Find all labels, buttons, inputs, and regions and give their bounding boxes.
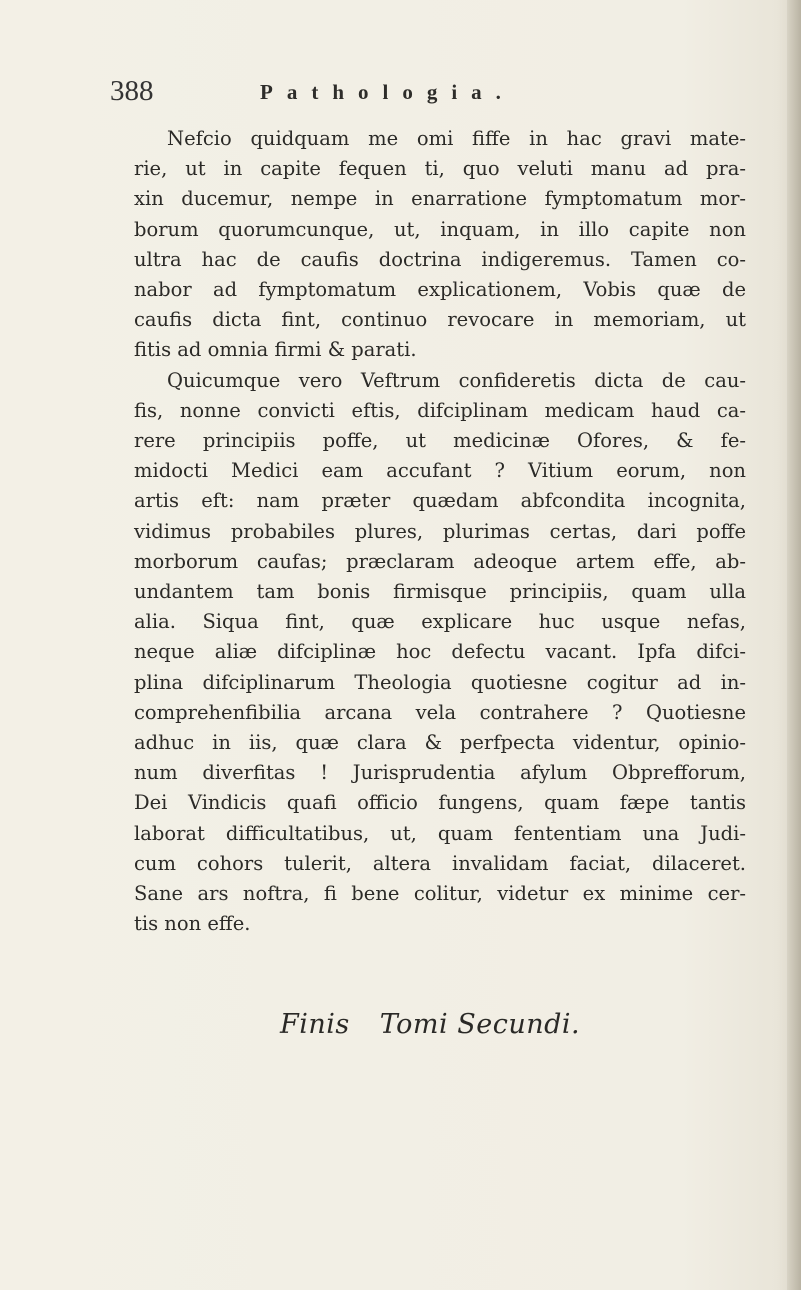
text-line: Nefcio quidquam me omi fiffe in hac gravi mate- [167,127,746,150]
text-line: Sane ars noftra, fi bene colitur, videtur ex minime cer- [134,882,746,906]
text-line: caufis dicta fint, continuo revocare in memoriam, ut [134,308,746,332]
finis-colophon [280,1009,580,1040]
text-line: ultra hac de caufis doctrina indigeremus. Tamen co- [134,247,746,271]
text-line: alia. Siqua fint, quæ explicare huc usque nefas, [134,610,746,634]
text-line: Dei Vindicis quafi officio fungens, quam fæpe tantis [134,791,746,815]
text-line: xin ducemur, nempe in enarratione fymptomatum mor- [134,187,746,211]
text-line: adhuc in iis, quæ clara & perfpecta videntur, opinio- [134,731,746,755]
text-line: rie, ut in capite fequen ti, quo veluti manu ad pra- [134,157,746,181]
text-line: num diverfitas ! Jurisprudentia afylum Obprefforum, [134,761,746,785]
text-line: artis eft: nam præter quædam abfcondita incognita, [134,489,746,513]
text-line: morborum caufas; præclaram adeoque artem effe, ab- [134,549,746,573]
text-line: rere principiis poffe, ut medicinæ Ofores, & fe- [134,429,746,453]
text-line: neque aliæ difciplinæ hoc defectu vacant. Ipfa difci- [134,640,746,664]
text-line: borum quorumcunque, ut, inquam, in illo capite non [134,217,746,241]
body-text [134,124,746,939]
text-line: undantem tam bonis firmisque principiis, quam ulla [134,580,746,604]
text-line: plina difciplinarum Theologia quotiesne cogitur ad in- [134,670,746,694]
text-line: nabor ad fymptomatum explicationem, Vobis quæ de [134,278,746,302]
text-line: tis non effe. [134,912,251,936]
finis-word: Finis [280,1009,350,1040]
text-line: comprehenfibilia arcana vela contrahere ? Quotiesne [134,700,746,724]
text-line: fitis ad omnia firmi & parati. [134,338,417,362]
text-line: vidimus probabiles plures, plurimas certas, dari poffe [134,519,746,543]
text-line: fis, nonne convicti eftis, difciplinam medicam haud ca- [134,398,746,422]
page-header [110,75,730,115]
text-line: laborat difficultatibus, ut, quam fententiam una Judi- [134,821,746,845]
finis-volume: Tomi Secundi. [379,1009,581,1040]
text-line: midocti Medici eam accufant ? Vitium eorum, non [134,459,746,483]
page-number: 388 [110,75,154,107]
text-line: cum cohors tulerit, altera invalidam faciat, dilaceret. [134,851,746,875]
page-edge [787,0,801,1290]
running-title: Pathologia. [260,80,515,104]
text-line: Quicumque vero Veftrum confideretis dicta de cau- [167,368,746,392]
